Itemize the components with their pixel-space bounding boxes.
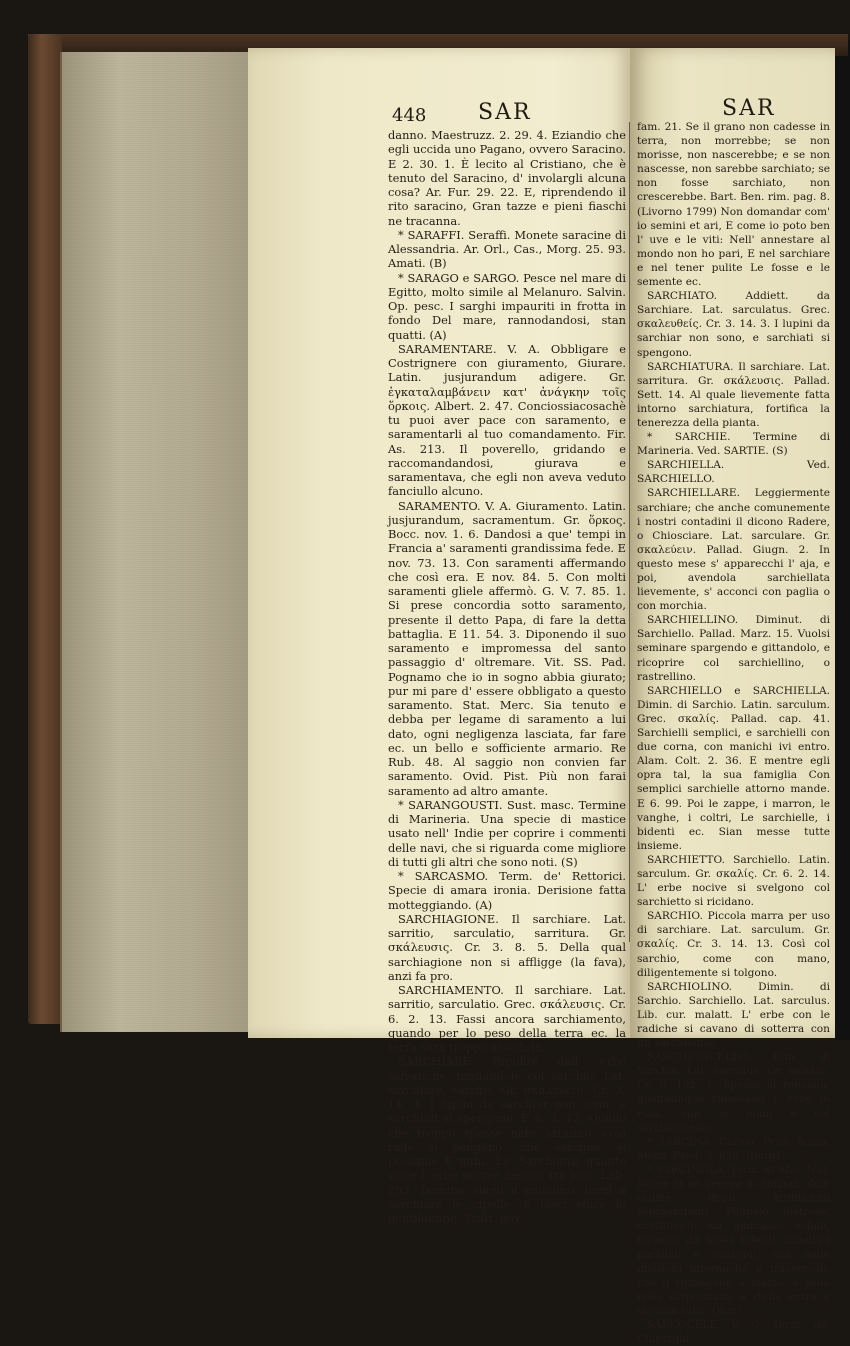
- entry: SARCHIELLINO. Diminut. di Sarchiello. Pallad. Marz. 15. Vuolsi seminare spargendo e gittandolo, e ricoprire col sarchiellino, o rastrellino.: [637, 614, 830, 683]
- entry: * SARCINOLA. Term. di Stor. Nat. Nome di un genere di animali, dell' ordine degli Attiniformi sopraabitanti. Polipajo pietroso, costituente un ammasso solido, formato da molti tubetti cilindrici paralleli e contigui, con delle divisioni intermedie e trasversali, che li riuniscono a fascio, e sono nelle disposizioni a stella entro a ciascun tubo. (Ren): [637, 1163, 830, 1317]
- entry: SARCHIELLARE. Leggiermente sarchiare; che anche comunemente i nostri contadini il dicono Radere, o Chiosciare. Lat. sarculare. Gr. σκαλεύειν. Pallad. Giugn. 2. In questo mese s' apparecchi l' aja, e poi, avendola sarchiellata lievemente, s' acconci con paglia o con morchia.: [637, 487, 830, 613]
- entry: * SARAFFI. Seraffi. Monete saracine di Alessandria. Ar. Orl., Cas., Morg. 25. 93. Amati. (B): [388, 227, 626, 271]
- entry: * SARCINA. Carico, Peso, Soma. Menz. Pred. 3. 629. (Berg): [637, 1135, 830, 1162]
- entry: SARCHIATO. Addiett. da Sarchiare. Lat. sarculatus. Grec. σκαλευθείς. Cr. 3. 14. 3. I lupini da sarchiar non sono, e sarchiati si spengono.: [637, 290, 830, 359]
- entry: SARCHIO. Piccola marra per uso di sarchiare. Lat. sarculum. Gr. σκαλίς. Cr. 3. 14. 13. Così col sarchio, come con mano, diligentemente si tolgono.: [637, 910, 830, 979]
- right-column: [637, 120, 830, 1346]
- left-column: [388, 128, 626, 1225]
- entry: SARCHIAGIONE. Il sarchiare. Lat. sarritio, sarculatio, sarritura. Gr. σκάλευσις. Cr. 3. 8. 5. Della qual sarchiagione non si affligge (la fava), anzi fa pro.: [388, 911, 626, 983]
- entry: SARCHIETTO. Sarchiello. Latin. sarculum. Gr. σκαλίς. Cr. 6. 2. 14. L' erbe nocive si svelgono col sarchietto si ricidano.: [637, 853, 830, 909]
- entry: SARAMENTO. V. A. Giuramento. Latin. jusjurandum, sacramentum. Gr. ὅρκος. Bocc. nov. 1. 6. Dandosi a que' tempi in Francia a' saramenti grandissima fede. E nov. 73. 13. Con saramenti affermando che così era. E nov. 84. 5. Con molti saramenti gliele affermò. G. V. 7. 85. 1. Si prese concordia sotto saramento, presente il detto Papa, di fare la detta battaglia. E 11. 54. 3. Diponendo il suo saramento e impromessa del santo passaggio d' oltremare. Vit. SS. Pad. Pognamo che io in sogno abbia giurato; pur mi pare d' essere obbligato a questo saramento. Stat. Merc. Sia tenuto e debba per legame di saramento a lui dato, ogni negligenza lasciata, far fare ec. un bello e sofficiente armario. Re Rub. 48. Al saggio non convien far saramento. Ovid. Pist. Più non farai saramento ad altro amante.: [388, 498, 626, 798]
- page-block-edge: [60, 52, 252, 1032]
- book-spine: [28, 34, 62, 1024]
- entry: SARAMENTARE. V. A. Obbligare e Costrignere con giuramento, Giurare. Latin. jusjurandum adigere. Gr. ἐγκαταλαμβάνειν κατ' ἀνάγκην τοῖς ὅρκοις. Albert. 2. 47. Conciossiacosachè tu puoi aver pace con saramento, e saramentarli al tuo comandamento. Fir. As. 213. Il poverello, gridando e raccomandandosi, giurava e saramentava, che egli non aveva veduto fanciullo alcuno.: [388, 341, 626, 499]
- entry: SARCHIARE. Ripulire dall' erbe salvatiche, tagliandole col sarchio. Lat. sarculare, sarrire. Gr. σκαλεύειν. Cr. 3. 14. 3. I lupini da sarchiar non sono, e sarchiati si spengono. E 6. 2. 12. Quelle che troppo spesse nate saranno, così rade si pongano, che sarchiar si possano. E num. 13. Sarchiansi quante volte l' erbe nocive nascon tra loro. Lab. 293. Domine, dagli il malanno: torni a sarchiare le cipolle, e lasci stare le gentildonne. Tratt. gov.: [388, 1054, 626, 1225]
- entry: fam. 21. Se il grano non cadesse in terra, non morrebbe; se non morisse, non nascerebbe; e se non nascesse, non sarebbe sarchiato; se non fosse sarchiato, non crescerebbe. Bart. Ben. rim. pag. 8. (Livorno 1799) Non domandar com' io semini et ari, E come io poto ben l' uve e le viti: Nell' annestare al mondo non ho pari, E nel sarchiare e nel tener pulite Le fosse e le semente ec.: [637, 121, 830, 289]
- running-head-right: SAR: [722, 96, 776, 121]
- page-number: 448: [392, 105, 427, 126]
- entry: SARCOCELE. V. G. Term. de' Chirurghi.: [637, 1318, 830, 1346]
- entry: * SARCHIE. Termine di Marineria. Ved. SARTIE. (S): [637, 431, 830, 458]
- entry: danno. Maestruzz. 2. 29. 4. Eziandio che egli uccida uno Pagano, ovvero Saracino. E 2. 30. 1. È lecito al Cristiano, che è tenuto del Saracino, d' involargli alcuna cosa? Ar. Fur. 29. 22. E, riprendendo il rito saracino, Gran tazze e pieni fiaschi ne tracanna.: [388, 128, 626, 228]
- entry: SARCHIELLO e SARCHIELLA. Dimin. di Sarchio. Latin. sarculum. Grec. σκαλίς. Pallad. cap. 41. Sarchielli semplici, e sarchielli con due corna, con manichi ivi entro. Alam. Colt. 2. 36. E mentre egli opra tal, la sua famiglia Con semplici sarchielle attorno mande. E 6. 99. Poi le zappe, i marron, le vanghe, i coltri, Le sarchielle, i bidenti ec. Sian messe tutte insieme.: [637, 684, 830, 852]
- background-right: [835, 40, 850, 1040]
- entry: * SARCASMO. Term. de' Rettorici. Specie di amara ironia. Derisione fatta motteggiando. (A): [388, 869, 626, 912]
- entry: * SARAGO e SARGO. Pesce nel mare di Egitto, molto simile al Melanuro. Salvin. Op. pesc. I sarghi impauriti in frotta in fondo Del mare, rannodandosi, stan quatti. (A): [388, 270, 626, 342]
- entry: SARCHIOLINO. Dimin. di Sarchio. Sarchiello. Lat. sarculus. Lib. cur. malatt. L' erbe con le radiche si cavano di sotterra con un sarchiolino.: [637, 980, 830, 1050]
- running-head-left: SAR: [478, 100, 532, 125]
- entry: * SARANGOUSTI. Sust. masc. Termine di Marineria. Una specie di mastice usato nell' Indie per coprire i commenti delle navi, che si riguarda come migliore di tutti gli altri che sono noti. (S): [388, 797, 626, 869]
- entry: SARCHIELLA. Ved. SARCHIELLO.: [637, 459, 830, 486]
- entry: SARCHIAMENTO. Il sarchiare. Lat. sarritio, sarculatio. Grec. σκάλευσις. Cr. 6. 2. 13. Fassi ancora sarchiamento, quando per lo peso della terra ec. la terra sarà troppo assodata.: [388, 983, 626, 1054]
- column-rule: [629, 122, 630, 942]
- entry: SARCHIONCELLO. Dim. di Sarchio. Lat. sarculus. Gr. σκαλίς. Cr. 6. 102. 1. Spesso si roncano, quandunque rinascano l' erbe in essa, con le mani e col sarchioncello.: [637, 1051, 830, 1134]
- entry: SARCHIATURA. Il sarchiare. Lat. sarritura. Gr. σκάλευσις. Pallad. Sett. 14. Al quale lievemente fatta intorno sarchiatura, fortifica la tenerezza della pianta.: [637, 360, 830, 429]
